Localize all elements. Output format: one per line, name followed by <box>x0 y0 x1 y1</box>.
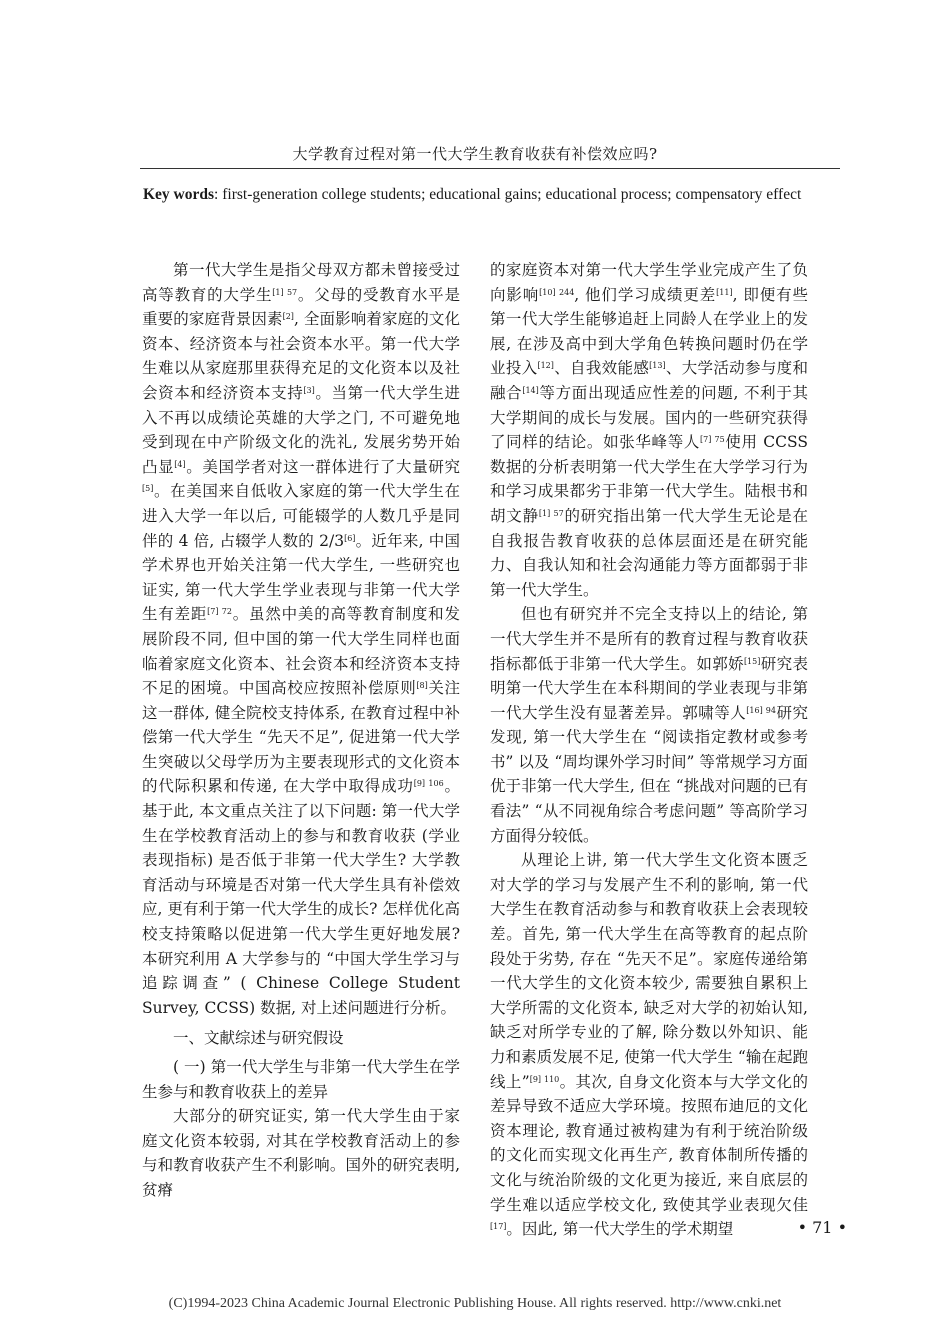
copyright-footer: (C)1994-2023 China Academic Journal Electronic Publishing House. All rights reserved. http://www.cnki.net <box>168 1296 782 1311</box>
running-header: 大学教育过程对第一代大学生教育收获有补偿效应吗? <box>292 145 658 163</box>
page-number: • 71 • <box>797 1218 847 1237</box>
citation: [15] <box>743 656 761 666</box>
body-paragraph: 从理论上讲, 第一代大学生文化资本匮乏对大学的学习与发展产生不利的影响, 第一代大学生在教育活动参与和教育收获上会表现较差。首先, 第一代大学生在高等教育的起点阶段处于劣势, 存在 “先天不足”。家庭传递给第一代大学生的文化资本较少, 需要独自累积上大学所需的文化资本, 缺乏对大学的初始认知, 缺乏对所学专业的了解, 除分数以外知识、能力和素质发展不足, 使第一代大学生 “输在起跑线上”$^{[9] 110}$。其次, 自身文化资本与大学文化的差异导致不适应大学环境。按照布迪厄的文化资本理论, 教育通过被构建为有利于统治阶级的文化而实现文化再生产, 教育体制所传播的文化与统治阶级的文化更为接近, 来自底层的学生难以适应学校文化, 致使其学业表现欠佳[17]。因此, 第一代大学生的学术期望 <box>490 851 808 1239</box>
citation: [17] <box>490 1222 507 1232</box>
citation: [1] 57 <box>538 508 564 518</box>
body-paragraph: 但也有研究并不完全支持以上的结论, 第一代大学生并不是所有的教育过程与教育收获指标都低于非第一代大学生。如郭娇[15]研究表明第一代大学生在本科期间的学业表现与非第一代大学生没有显著差异。郭啸等人$^{[16] 94}$研究发现, 第一代大学生在 “阅读指定教材或参考书” 以及 “周均课外学习时间” 等常规学习方面优于非第一代大学生, 但在 “挑战对问题的已有看法” “从不同视角综合考虑问题” 等高阶学习方面得分较低。 <box>490 605 808 845</box>
citation: [7] 72 <box>207 607 232 617</box>
citation: [3] <box>303 385 315 395</box>
citation: [8] <box>416 681 428 691</box>
citation: [6] <box>344 533 356 543</box>
citation: [9] 106 <box>413 779 444 789</box>
citation: [13] <box>649 361 666 371</box>
intro-paragraph: 第一代大学生是指父母双方都未曾接受过高等教育的大学生$^{[1] 57}$。父母的受教育水平是重要的家庭背景因素[2], 全面影响着家庭的文化资本、经济资本与社会资本水平。第一代大学生难以从家庭那里获得充足的文化资本以及社会资本和经济资本支持[3]。当第一代大学生进入不再以成绩论英雄的大学之门, 不可避免地受到现在中产阶级文化的洗礼, 发展劣势开始凸显[4]。美国学者对这一群体进行了大量研究[5]。在美国来自低收入家庭的第一代大学生在进入大学一年以后, 可能辍学的人数几乎是同伴的 4 倍, 占辍学人数的 2/3[6]。近年来, 中国学术界也开始关注第一代大学生, 一些研究也证实, 第一代大学生学业表现与非第一代大学生有差距$^{[7] 72}$。虽然中美的高等教育制度和发展阶段不同, 但中国的第一代大学生同样也面临着家庭文化资本、社会资本和经济资本支持不足的困境。中国高校应按照补偿原则[8]关注这一群体, 健全院校支持体系, 在教育过程中补偿第一代大学生 “先天不足”, 促进第一代大学生突破以父母学历为主要表现形式的文化资本的代际积累和传递, 在大学中取得成功$^{[9] 106}$。基于此, 本文重点关注了以下问题: 第一代大学生在学校教育活动上的参与和教育收获 (学业表现指标) 是否低于非第一代大学生? 大学教育活动与环境是否对第一代大学生具有补偿效应, 更有利于第一代大学生的成长? 怎样优化高校支持策略以促进第一代大学生更好地发展? 本研究利用 A 大学参与的 “中国大学生学习与追踪调查” ( Chinese College Student Survey, CCSS) 数据, 对上述问题进行分析。 <box>142 261 460 1017</box>
citation: [10] 244 <box>539 287 575 297</box>
keywords-text: : first-generation college students; educational gains; educational process; compensatory effect <box>214 186 802 203</box>
left-column <box>142 258 460 1203</box>
right-column <box>490 258 808 1242</box>
header-rule <box>140 168 840 169</box>
citation: [7] 75 <box>700 435 725 445</box>
section-heading: 一、文献综述与研究假设 <box>173 1029 344 1048</box>
citation: [5] <box>142 484 154 494</box>
citation: [2] <box>282 312 294 322</box>
citation: [14] <box>522 385 539 395</box>
citation: [4] <box>174 459 186 469</box>
subsection-heading: ( 一) 第一代大学生与非第一代大学生在学生参与和教育收获上的差异 <box>142 1058 460 1101</box>
body-paragraph-continued: 的家庭资本对第一代大学生学业完成产生了负向影响$^{[10] 244}$, 他们学习成绩更差[11], 即便有些第一代大学生能够追赶上同龄人在学业上的发展, 在涉及高中到大学角色转换问题时仍在学业投入[12]、自我效能感[13]、大学活动参与度和融合[14]等方面出现适应性差的问题, 不利于其大学期间的成长与发展。国内的一些研究获得了同样的结论。如张华峰等人$^{[7] 75}$使用 CCSS 数据的分析表明第一代大学生在大学学习行为和学习成果都劣于非第一代大学生。陆根书和胡文静$^{[1] 57}$的研究指出第一代大学生无论是在自我报告教育收获的总体层面还是在研究能力、自我认知和社会沟通能力等方面都弱于非第一代大学生。 <box>490 261 808 599</box>
citation: [1] 57 <box>272 287 298 297</box>
keywords-line <box>143 186 843 204</box>
body-paragraph: 大部分的研究证实, 第一代大学生由于家庭文化资本较弱, 对其在学校教育活动上的参与和教育收获产生不利影响。国外的研究表明, 贫瘠 <box>142 1107 460 1199</box>
citation: [16] 94 <box>746 705 776 715</box>
citation: [11] <box>716 287 733 297</box>
citation: [12] <box>537 361 554 371</box>
keywords-label: Key words <box>143 186 215 203</box>
citation: [9] 110 <box>529 1074 560 1084</box>
